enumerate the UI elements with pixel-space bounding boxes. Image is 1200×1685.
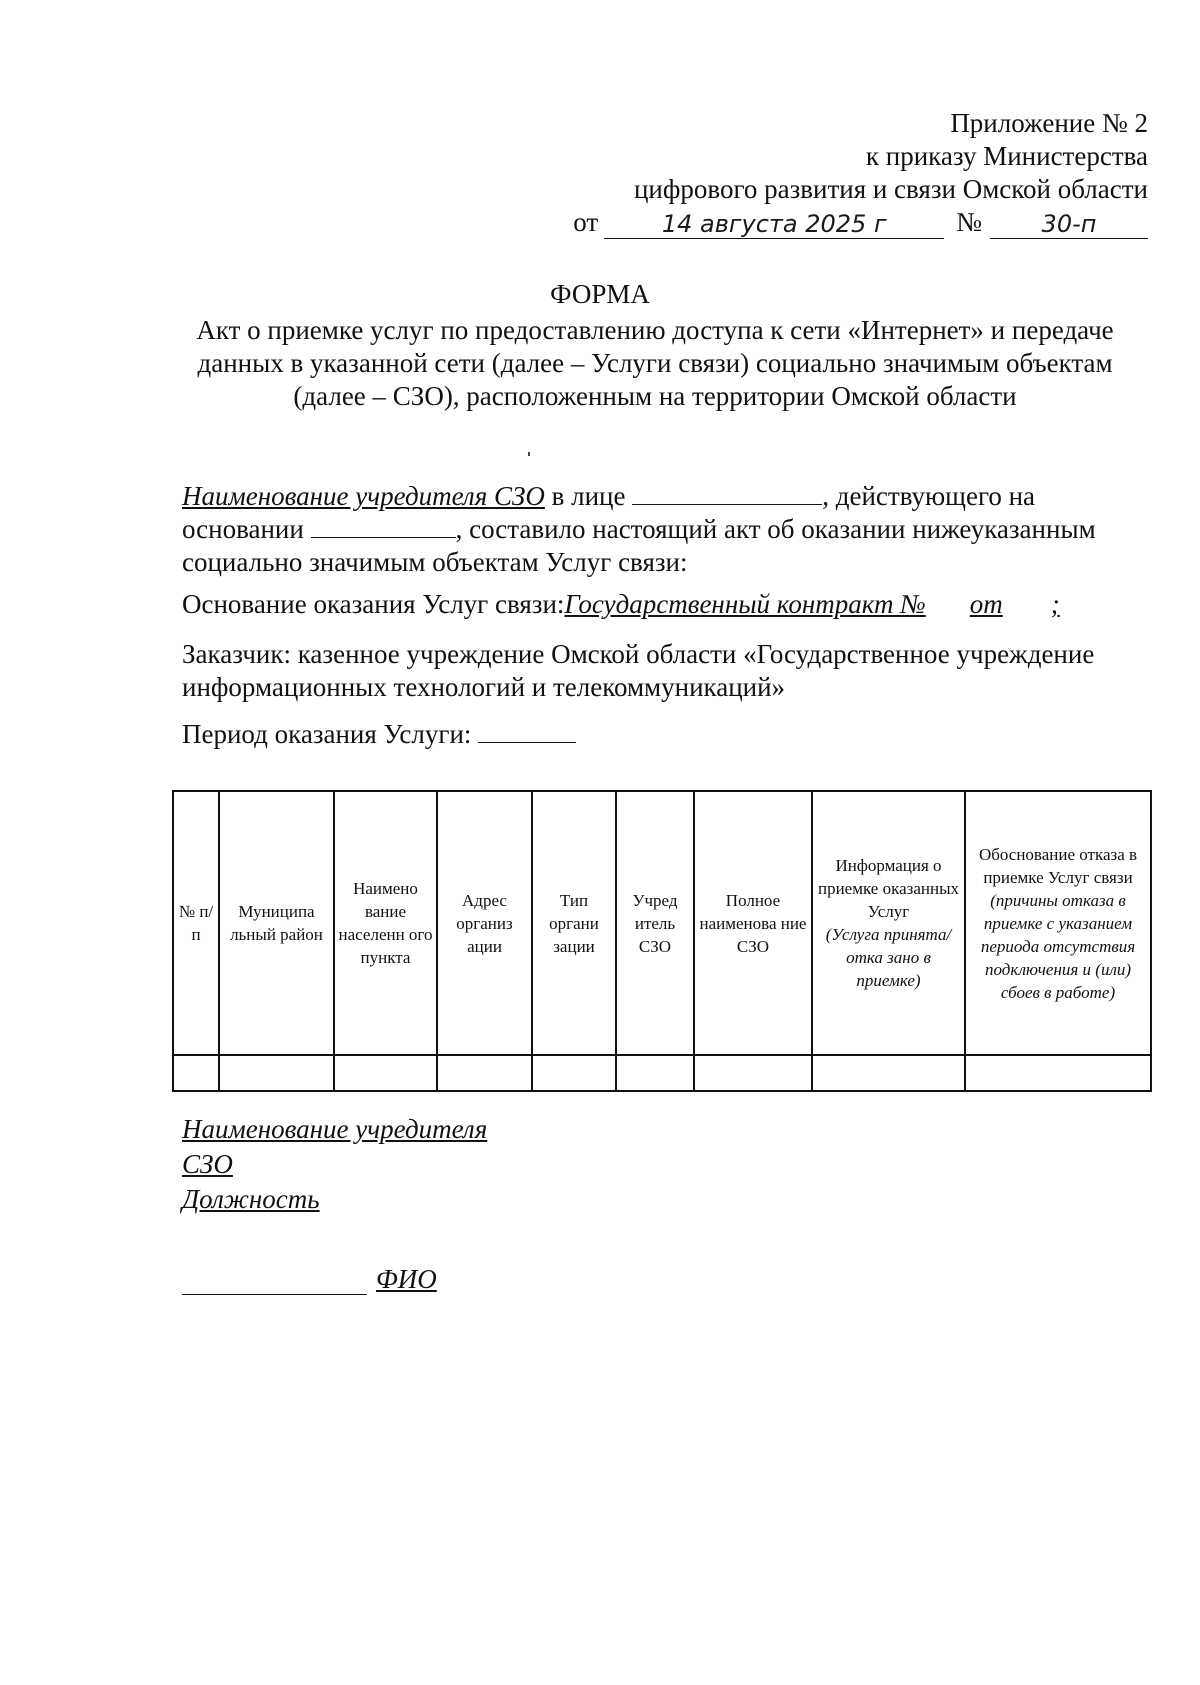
contract-end: ;	[1050, 589, 1060, 619]
contract-text: Государственный контракт №	[564, 589, 926, 619]
paragraph-basis	[182, 588, 1142, 621]
acceptance-table	[172, 790, 1152, 1092]
period-blank	[478, 720, 576, 743]
table-row	[173, 1055, 1151, 1091]
col-refusal-reason	[965, 791, 1151, 1055]
appendix-line-1: Приложение № 2	[950, 108, 1148, 138]
refusal-reason-title: Обоснование отказа в приемке Услуг связи	[978, 844, 1138, 887]
table-cell[interactable]	[694, 1055, 812, 1091]
contract-line	[564, 589, 1059, 619]
contract-from: от	[969, 589, 1003, 619]
table-cell[interactable]	[616, 1055, 694, 1091]
acceptance-info-note: (Услуга принята/отка зано в приемке)	[825, 925, 952, 990]
col-municipal-district: Муниципа льный район	[219, 791, 334, 1055]
col-org-type: Тип органи зации	[532, 791, 616, 1055]
table-cell[interactable]	[965, 1055, 1151, 1091]
in-person-text: в лице	[551, 481, 626, 511]
refusal-reason-note: (причины отказа в приемке с указанием периода отсутствия подключения и (или) сбоев в работе)	[980, 890, 1136, 1002]
compiled-text: , составило настоящий акт об оказании нижеуказанным социально значимым объектам Услуг связи:	[182, 514, 1096, 577]
period-label: Период оказания Услуги:	[182, 719, 472, 749]
representative-blank	[632, 482, 822, 505]
act-title: Акт о приемке услуг по предоставлению доступа к сети «Интернет» и передаче данных в указанной сети (далее – Услуги связи) социально значимым объектам (далее – СЗО), расположенным на территории Омской области	[196, 315, 1114, 411]
table-header-row	[173, 791, 1151, 1055]
col-full-name: Полное наименова ние СЗО	[694, 791, 812, 1055]
col-address: Адрес организ ации	[437, 791, 532, 1055]
appendix-date-line	[573, 206, 1148, 239]
appendix-header	[508, 107, 1148, 239]
col-settlement: Наимено вание населенн ого пункта	[334, 791, 437, 1055]
col-number: № п/ п	[173, 791, 219, 1055]
paragraph-founder	[182, 480, 1142, 579]
order-date-handwritten: 14 августа 2025 г	[604, 210, 944, 239]
acceptance-info-title: Информация о приемке оказанных Услуг	[817, 856, 960, 921]
table-cell[interactable]	[219, 1055, 334, 1091]
appendix-line-3: цифрового развития и связи Омской области	[633, 174, 1148, 204]
signature-fio: ФИО	[376, 1264, 437, 1294]
table-cell[interactable]	[812, 1055, 965, 1091]
date-prefix: от	[573, 207, 599, 237]
founder-name-placeholder: Наименование учредителя СЗО	[182, 481, 545, 511]
table-cell[interactable]	[173, 1055, 219, 1091]
paragraph-customer: Заказчик: казенное учреждение Омской области «Государственное учреждение информационных технологий и телекоммуникаций»	[182, 639, 1095, 702]
signature-szo: СЗО	[182, 1149, 233, 1179]
signature-position: Должность	[182, 1184, 320, 1214]
appendix-line-2: к приказу Министерства	[865, 141, 1148, 171]
order-number-handwritten: 30-п	[990, 210, 1148, 239]
paragraph-period	[182, 718, 1142, 751]
table-cell[interactable]	[334, 1055, 437, 1091]
col-acceptance-info	[812, 791, 965, 1055]
signature-founder: Наименование учредителя	[182, 1114, 488, 1144]
table-cell[interactable]	[437, 1055, 532, 1091]
basis-document-blank	[311, 515, 456, 538]
signature-line	[182, 1294, 367, 1295]
form-title: ФОРМА	[550, 279, 650, 309]
acting-text: , действующего на основании	[182, 481, 1036, 544]
basis-label: Основание оказания Услуг связи:	[182, 589, 565, 619]
col-founder: Учред итель СЗО	[616, 791, 694, 1055]
number-prefix: №	[956, 207, 982, 237]
table-cell[interactable]	[532, 1055, 616, 1091]
stray-dot	[528, 452, 530, 456]
